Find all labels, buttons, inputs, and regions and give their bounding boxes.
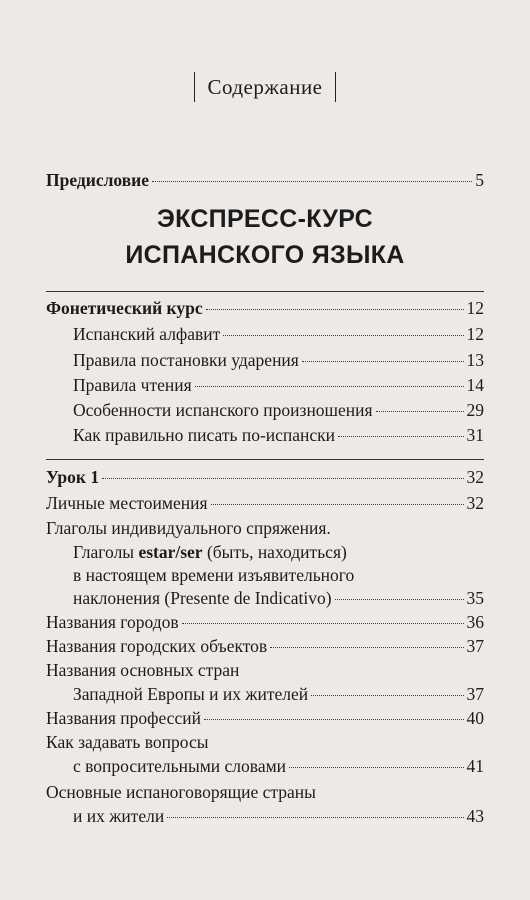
toc-heading: Содержание [207, 74, 323, 99]
entry-page: 37 [466, 636, 484, 656]
toc-entry-professions[interactable] [46, 708, 484, 728]
toc-entry-questions-line2[interactable] [73, 756, 484, 776]
toc-entry-pronouns[interactable] [46, 493, 484, 513]
toc-entry-reading[interactable] [73, 375, 484, 395]
leader-dots [204, 719, 464, 720]
toc-entry-verbs-line3[interactable]: в настоящем времени изъявительного [73, 565, 355, 585]
entry-label: Фонетический курс [46, 298, 203, 318]
toc-header [0, 72, 530, 107]
entry-page: 41 [466, 756, 484, 776]
entry-page: 31 [466, 425, 484, 445]
entry-page: 36 [466, 612, 484, 632]
entry-label: наклонения (Presente de Indicativo) [73, 588, 332, 608]
toc-entry-phonetics[interactable] [46, 298, 484, 318]
entry-label: с вопросительными словами [73, 756, 287, 776]
toc-entry-cities[interactable] [46, 612, 484, 632]
leader-dots [167, 817, 463, 818]
toc-entry-spanish-countries-line1[interactable]: Основные испаноговорящие страны [46, 782, 316, 802]
leader-dots [335, 599, 464, 600]
leader-dots [289, 767, 463, 768]
entry-label: Правила чтения [73, 375, 192, 395]
entry-page: 12 [466, 324, 484, 344]
leader-dots [152, 181, 472, 182]
toc-entry-lesson1[interactable] [46, 467, 484, 487]
toc-entry-pronunciation[interactable] [73, 400, 484, 420]
entry-page: 5 [475, 170, 484, 190]
toc-entry-countries-line2[interactable] [73, 684, 484, 704]
toc-entry-verbs-line1[interactable]: Глаголы индивидуального спряжения. [46, 518, 331, 538]
toc-entry-verbs-line2[interactable] [73, 542, 347, 562]
entry-page: 43 [466, 806, 484, 826]
toc-entry-verbs-line4[interactable] [73, 588, 484, 608]
entry-label: Урок 1 [46, 467, 100, 487]
entry-page: 14 [466, 375, 484, 395]
section-divider [46, 459, 484, 460]
toc-entry-questions-line1[interactable]: Как задавать вопросы [46, 732, 209, 752]
toc-entry-spanish-countries-line2[interactable] [73, 806, 484, 826]
header-right-bar [335, 72, 337, 102]
leader-dots [338, 436, 463, 437]
verbs-prefix: Глаголы [73, 542, 139, 562]
leader-dots [302, 361, 464, 362]
entry-page: 12 [466, 298, 484, 318]
entry-label: Предисловие [46, 170, 150, 190]
leader-dots [195, 386, 464, 387]
entry-label: Особенности испанского произношения [73, 400, 373, 420]
entry-label: Личные местоимения [46, 493, 208, 513]
leader-dots [311, 695, 463, 696]
entry-label: Названия городов [46, 612, 179, 632]
header-left-bar [194, 72, 196, 102]
entry-label: Названия городских объектов [46, 636, 268, 656]
toc-entry-preface[interactable] [46, 170, 484, 190]
section-divider [46, 291, 484, 292]
toc-entry-stress[interactable] [73, 350, 484, 370]
course-title-line2: ИСПАНСКОГО ЯЗЫКА [125, 241, 405, 269]
entry-page: 29 [466, 400, 484, 420]
leader-dots [182, 623, 464, 624]
entry-label: Правила постановки ударения [73, 350, 299, 370]
leader-dots [376, 411, 464, 412]
entry-page: 35 [466, 588, 484, 608]
entry-label: Названия профессий [46, 708, 201, 728]
entry-label: Как правильно писать по-испански [73, 425, 336, 445]
leader-dots [102, 478, 463, 479]
verbs-suffix: (быть, находиться) [202, 542, 347, 562]
course-title-line1: ЭКСПРЕСС-КУРС [157, 205, 373, 233]
verbs-estar-ser: estar/ser [138, 542, 203, 562]
entry-page: 13 [466, 350, 484, 370]
leader-dots [211, 504, 464, 505]
toc-entry-alphabet[interactable] [73, 324, 484, 344]
toc-entry-countries-line1[interactable]: Названия основных стран [46, 660, 240, 680]
toc-entry-writing[interactable] [73, 425, 484, 445]
leader-dots [223, 335, 463, 336]
leader-dots [270, 647, 463, 648]
entry-page: 32 [466, 493, 484, 513]
leader-dots [206, 309, 464, 310]
entry-label: Западной Европы и их жителей [73, 684, 309, 704]
entry-page: 40 [466, 708, 484, 728]
toc-entry-city-objects[interactable] [46, 636, 484, 656]
entry-page: 32 [466, 467, 484, 487]
entry-page: 37 [466, 684, 484, 704]
entry-label: Испанский алфавит [73, 324, 221, 344]
entry-label: и их жители [73, 806, 165, 826]
